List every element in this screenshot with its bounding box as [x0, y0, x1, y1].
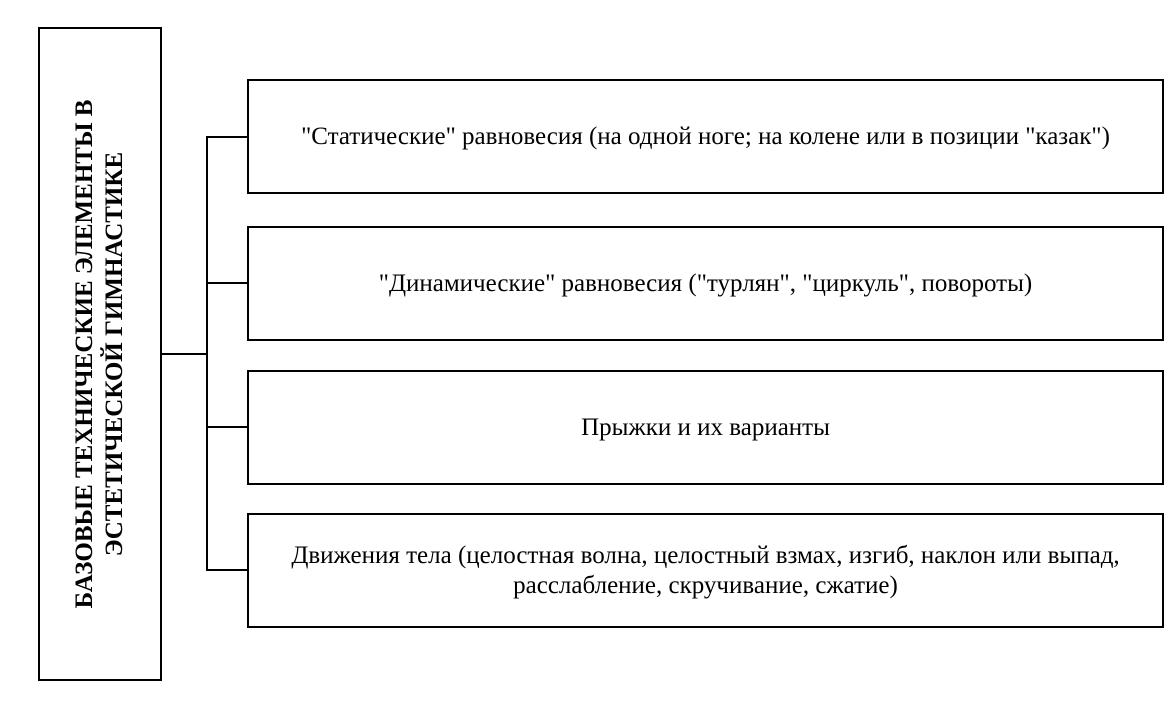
branch-node-dynamic-balances: [247, 226, 1164, 341]
root-node: [38, 27, 162, 681]
branch-node-label: Движения тела (целостная волна, целостный взмах, изгиб, наклон или выпад, расслабление, скручивание, сжатие): [291, 541, 1120, 599]
branch-node-jumps: [247, 370, 1164, 485]
root-connector-line: [162, 353, 207, 355]
branch-node-label: "Динамические" равновесия ("турлян", "циркуль", повороты): [378, 269, 1033, 297]
trunk-line: [206, 136, 208, 570]
branch-connector-line: [206, 282, 248, 284]
branch-node-label: Прыжки и их варианты: [581, 413, 830, 441]
branch-connector-line: [206, 569, 248, 571]
branch-connector-line: [206, 426, 248, 428]
branch-node-body-movements: [247, 513, 1164, 628]
root-node-label: БАЗОВЫЕ ТЕХНИЧЕСКИЕ ЭЛЕМЕНТЫ В ЭСТЕТИЧЕСКОЙ ГИМНАСТИКЕ: [71, 99, 128, 609]
branch-node-label: "Статические" равновесия (на одной ноге; на колене или в позиции "казак"): [301, 122, 1110, 150]
branch-connector-line: [206, 136, 248, 138]
branch-node-static-balances: [247, 79, 1164, 194]
